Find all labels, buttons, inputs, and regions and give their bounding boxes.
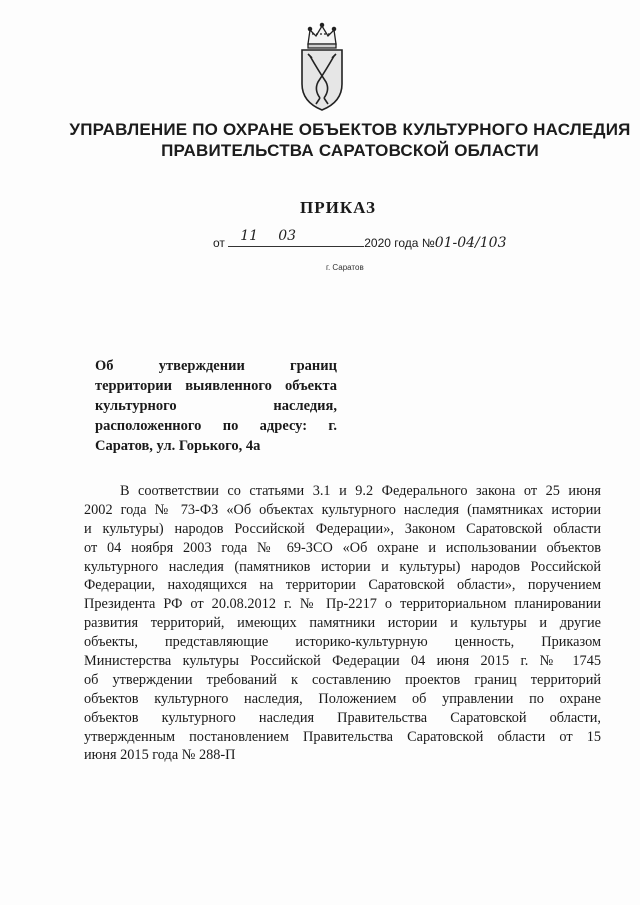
order-number: 01-04/103 [434, 235, 507, 251]
body-line: Федерации, находящихся на территории Саратовской области», поручением [84, 577, 601, 594]
date-month: 03 [278, 228, 297, 244]
coat-of-arms-icon [296, 22, 348, 112]
body-line: Президента РФ от 20.08.2012 г. № Пр-2217 о территориальном планировании [84, 596, 601, 613]
body-line: В соответствии со статьями 3.1 и 9.2 Федерального закона от 25 июня [120, 483, 601, 499]
subject-line: территории выявленного объекта [95, 378, 337, 394]
body-line: 2002 года № 73-ФЗ «Об объектах культурного наследия (памятниках истории [84, 501, 601, 518]
subject-line: расположенного по адресу: г. [95, 418, 337, 434]
document-title: ПРИКАЗ [300, 198, 376, 217]
date-day: 11 [240, 228, 259, 244]
date-underline [228, 228, 364, 247]
date-prefix: от [213, 236, 225, 250]
body-line: объектов культурного наследия, Положением об управлении по охране [84, 690, 601, 707]
city-label: г. Саратов [326, 263, 364, 272]
organization-name-line1: УПРАВЛЕНИЕ ПО ОХРАНЕ ОБЪЕКТОВ КУЛЬТУРНОГО НАСЛЕДИЯ [69, 120, 631, 139]
organization-name-line2: ПРАВИТЕЛЬСТВА САРАТОВСКОЙ ОБЛАСТИ [161, 141, 539, 160]
body-line: об утверждении требований к составлению проектов границ территорий [84, 671, 601, 688]
body-line: июня 2015 года № 288-П [84, 747, 236, 764]
body-line: Министерства культуры Российской Федерации 04 июня 2015 г. № 1745 [84, 653, 601, 670]
subject-line: Саратов, ул. Горького, 4а [95, 438, 261, 454]
body-line: от 04 ноября 2003 года № 69-ЗСО «Об охране и использовании объектов [84, 539, 601, 556]
body-line: утвержденным постановлением Правительства Саратовской области от 15 [84, 728, 601, 745]
order-date-number [213, 228, 507, 251]
date-suffix: 2020 года № [364, 236, 435, 250]
body-line: развития территорий, имеющих памятники истории и культуры и другие [84, 615, 601, 632]
body-line: объектов культурного наследия Правительства Саратовской области, [84, 709, 601, 726]
body-line: объекты, представляющие историко-культурную ценность, Приказом [84, 634, 601, 651]
body-line: и культуры) народов Российской Федерации», Законом Саратовской области [84, 520, 601, 537]
order-subject [95, 356, 337, 456]
subject-line: культурного наследия, [95, 398, 337, 414]
subject-line: Об утверждении границ [95, 358, 337, 374]
order-body-text [84, 482, 601, 765]
body-line: культурного наследия (памятников истории и культуры) народов Российской [84, 558, 601, 575]
